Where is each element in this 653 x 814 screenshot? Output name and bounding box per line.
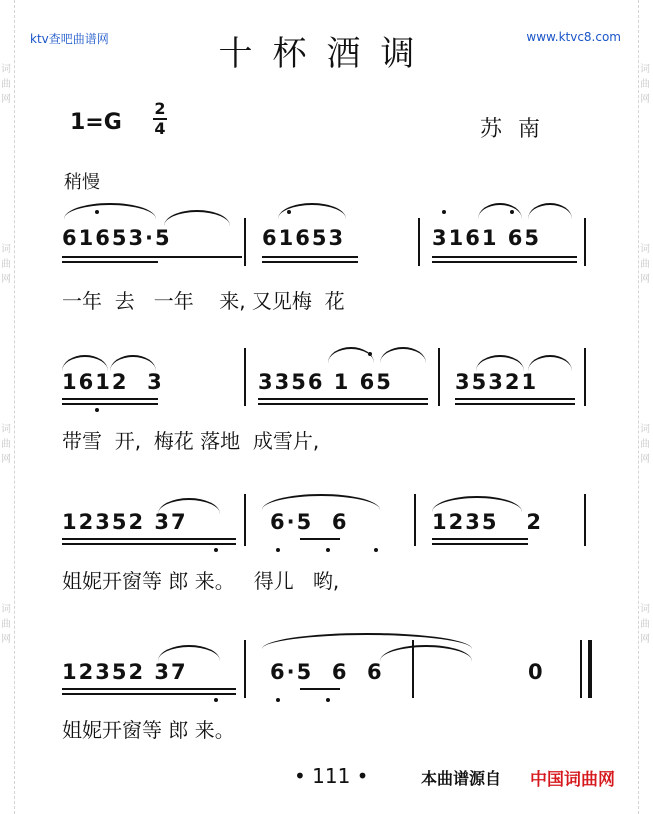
bar-line <box>438 348 440 406</box>
bar-line <box>244 348 246 406</box>
slur <box>528 203 572 219</box>
beam-line <box>62 403 158 405</box>
measure-notes: 12352 37 <box>62 660 188 684</box>
slur <box>262 494 380 510</box>
beam-line <box>455 398 575 400</box>
watermark-left: ktv查吧曲谱网 <box>30 32 109 46</box>
key-signature: 1=G <box>70 110 122 135</box>
bar-line <box>584 218 586 266</box>
song-title: 十杯酒调 <box>218 34 435 74</box>
bar-line <box>244 494 246 546</box>
slur <box>62 355 108 371</box>
octave-dot <box>214 548 218 552</box>
beam-line <box>300 538 340 540</box>
beam-line <box>62 261 158 263</box>
beam-line <box>62 256 242 258</box>
octave-dot <box>214 698 218 702</box>
measure-notes: 35321 <box>455 370 539 394</box>
lyrics-line: 一年 去 一年 来, 又见梅 花 <box>62 289 345 313</box>
left-margin-watermark <box>0 0 15 814</box>
measure-notes: 12352 37 <box>62 510 188 534</box>
measure-notes: 3161 65 <box>432 226 541 250</box>
slur <box>328 347 374 363</box>
slur <box>64 203 156 219</box>
time-signature <box>153 100 167 138</box>
beam-line <box>262 256 358 258</box>
bar-line <box>418 218 420 266</box>
beam-line <box>62 543 236 545</box>
beam-line <box>432 543 528 545</box>
slur <box>380 347 426 363</box>
beam-line <box>455 403 575 405</box>
slur <box>528 355 572 371</box>
bar-line <box>244 640 246 698</box>
lyrics-line: 带雪 开, 梅花 落地 成雪片, <box>62 429 320 453</box>
final-bar-thin <box>580 640 582 698</box>
beam-line <box>258 403 428 405</box>
bar-line <box>412 640 414 698</box>
measure-notes: 6·5 6 <box>270 510 349 534</box>
page-number: • 111 • <box>294 764 369 788</box>
octave-dot <box>510 210 514 214</box>
beam-line <box>432 538 528 540</box>
beam-line <box>432 256 577 258</box>
time-signature-bottom: 4 <box>154 119 166 138</box>
final-bar-thick <box>588 640 592 698</box>
beam-line <box>62 398 158 400</box>
bar-line <box>584 494 586 546</box>
lyrics-line: 姐妮开窗等 郎 来。 <box>62 718 235 742</box>
measure-notes: 3356 1 65 <box>258 370 393 394</box>
watermark-right: www.ktvc8.com <box>526 30 621 44</box>
beam-line <box>62 538 236 540</box>
song-origin: 苏南 <box>480 117 557 142</box>
source-site-link[interactable]: 中国词曲网 <box>530 770 615 790</box>
beam-line <box>62 688 236 690</box>
side-watermark-text: 词曲网 <box>1 424 11 465</box>
measure-notes: 1612 3 <box>62 370 164 394</box>
side-watermark-text: 词曲网 <box>1 604 11 645</box>
side-watermark-text: 词曲网 <box>640 424 650 465</box>
time-signature-top: 2 <box>154 99 166 118</box>
slur <box>476 355 524 371</box>
bar-line <box>244 218 246 266</box>
beam-line <box>300 688 340 690</box>
octave-dot <box>287 210 291 214</box>
side-watermark-text: 词曲网 <box>1 64 11 105</box>
source-label: 本曲谱源自 <box>421 769 502 788</box>
measure-notes: 1235 2 <box>432 510 543 534</box>
slur <box>478 203 522 219</box>
octave-dot <box>95 408 99 412</box>
right-margin-watermark <box>638 0 653 814</box>
measure-notes: 0 <box>528 660 545 684</box>
slur <box>110 355 156 371</box>
beam-line <box>262 261 358 263</box>
measure-notes: 61653 <box>262 226 346 250</box>
beam-line <box>258 398 428 400</box>
octave-dot <box>276 698 280 702</box>
slur <box>164 210 230 226</box>
octave-dot <box>326 548 330 552</box>
octave-dot <box>442 210 446 214</box>
bar-line <box>584 348 586 406</box>
side-watermark-text: 词曲网 <box>640 64 650 105</box>
measure-notes: 61653·5 <box>62 226 172 250</box>
side-watermark-text: 词曲网 <box>640 244 650 285</box>
octave-dot <box>326 698 330 702</box>
side-watermark-text: 词曲网 <box>640 604 650 645</box>
lyrics-line: 姐妮开窗等 郎 来。 得儿 哟, <box>62 569 340 593</box>
bar-line <box>414 494 416 546</box>
slur <box>158 645 220 661</box>
octave-dot <box>368 352 372 356</box>
beam-line <box>432 261 577 263</box>
octave-dot <box>95 210 99 214</box>
beam-line <box>62 693 236 695</box>
octave-dot <box>374 548 378 552</box>
octave-dot <box>276 548 280 552</box>
side-watermark-text: 词曲网 <box>1 244 11 285</box>
measure-notes: 6·5 6 6 <box>270 660 384 684</box>
tempo-marking: 稍慢 <box>64 172 100 193</box>
